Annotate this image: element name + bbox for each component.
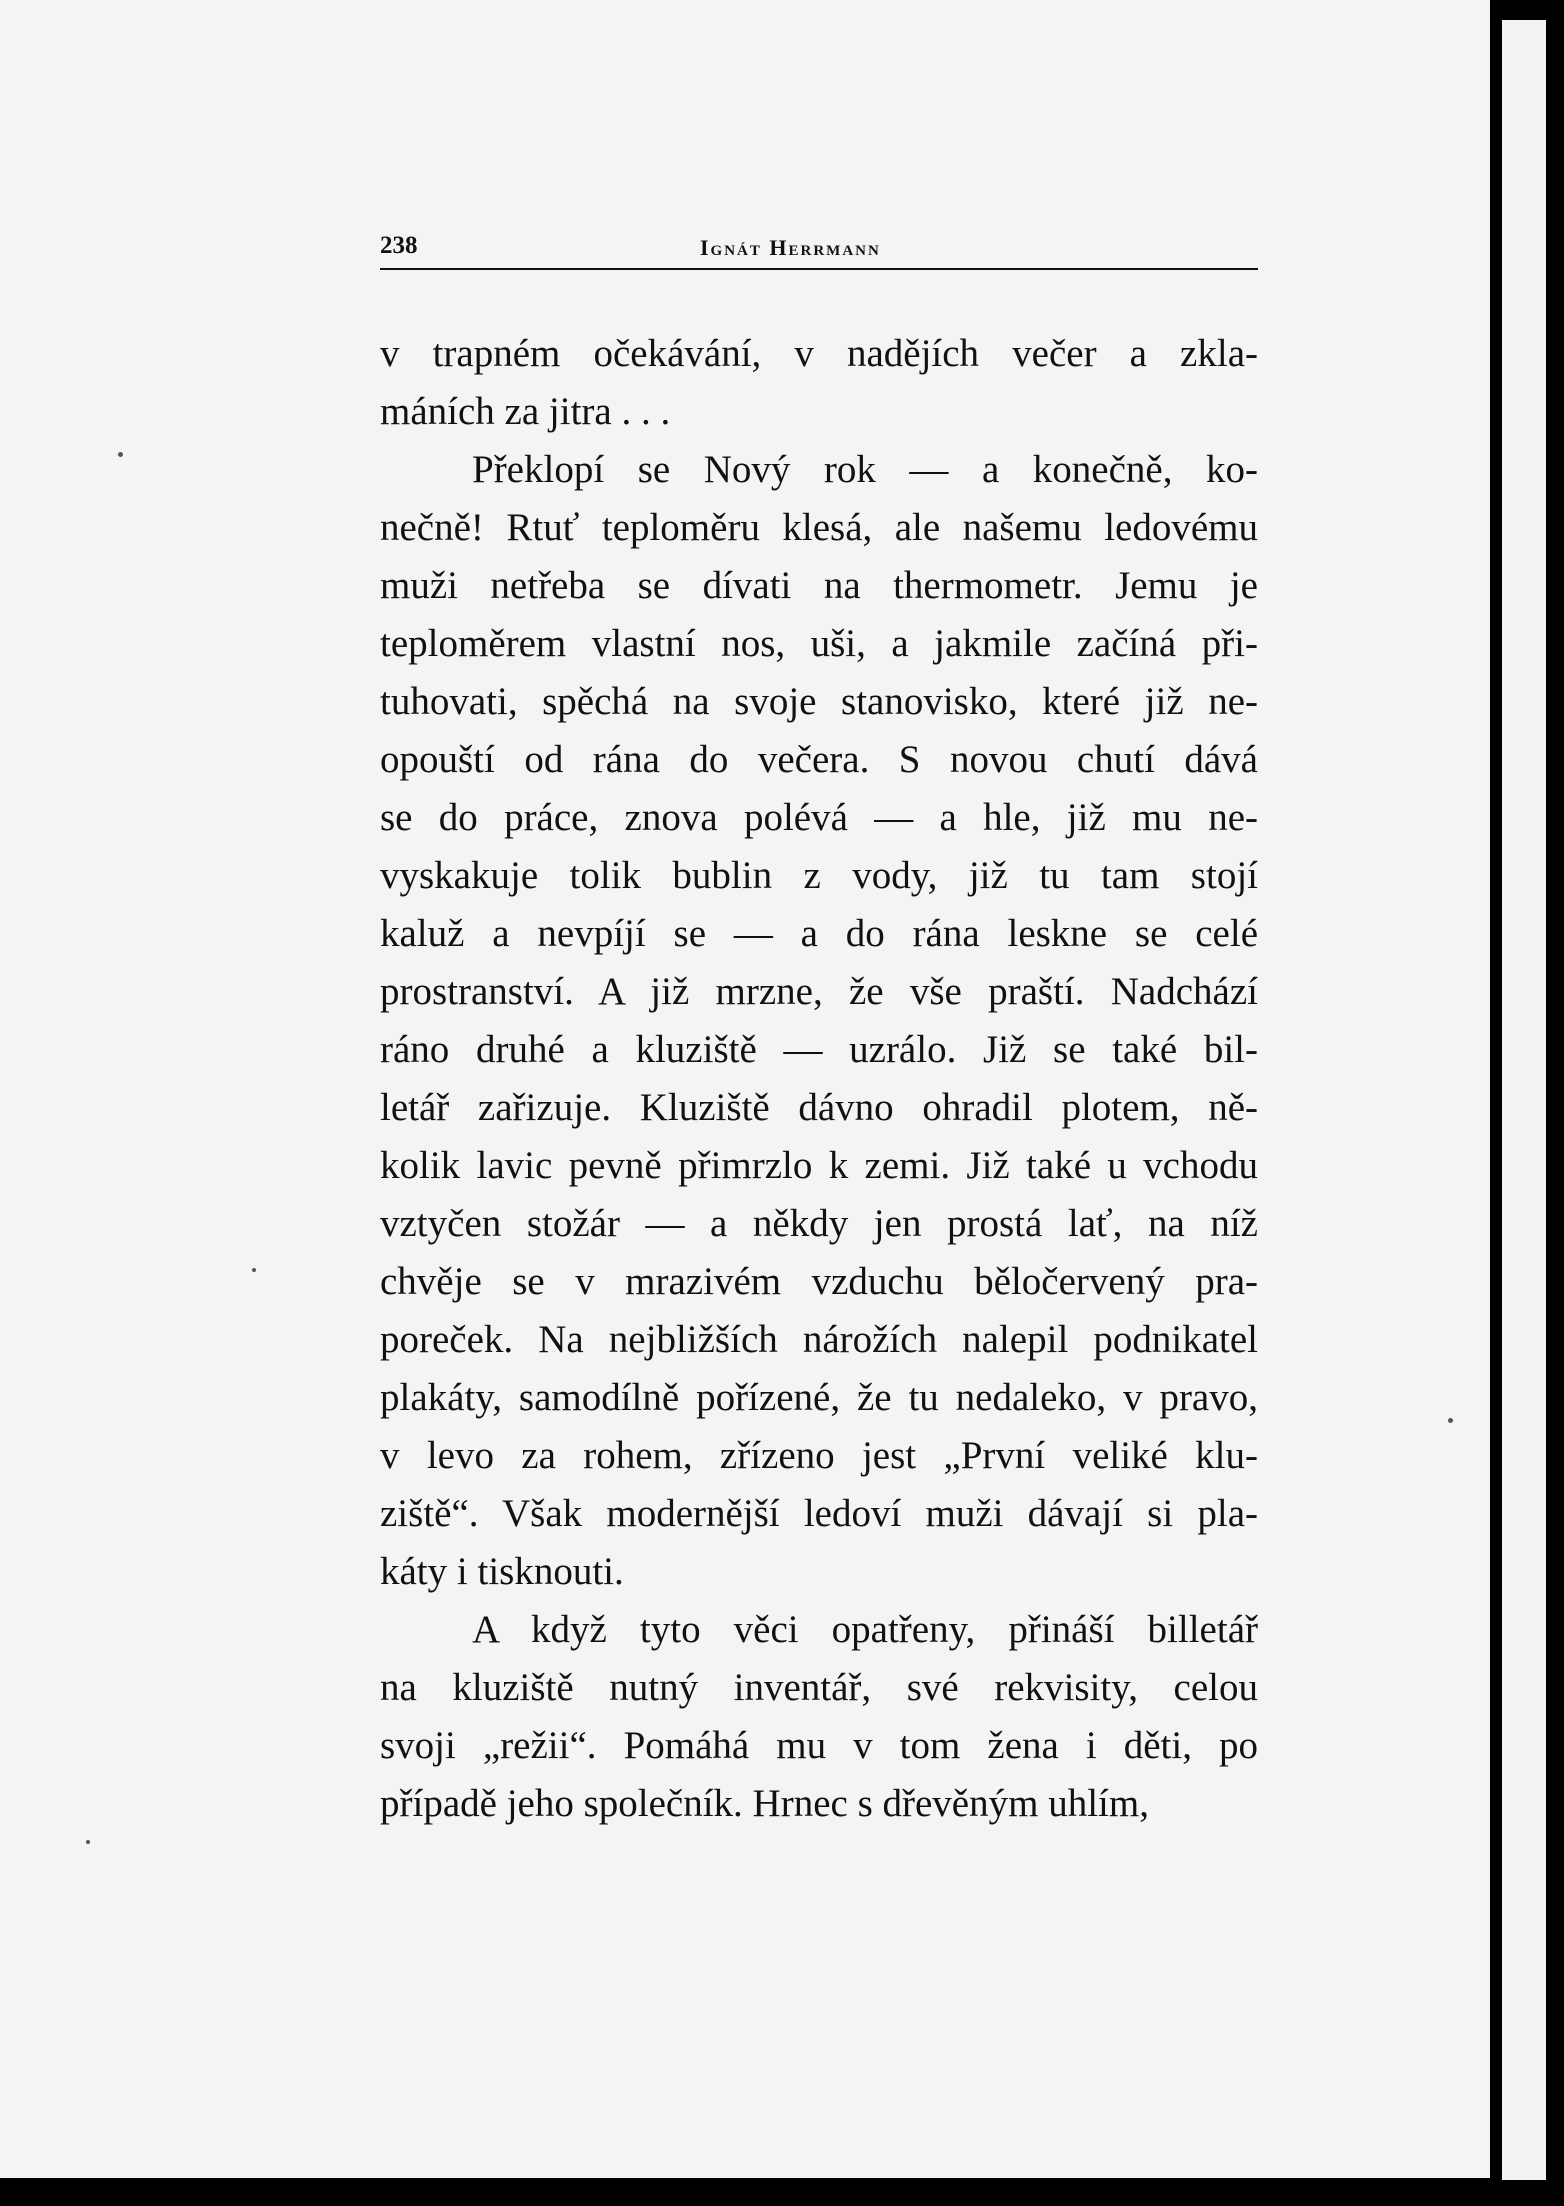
text-line: vyskakuje tolik bublin z vody, již tu tam stojí	[380, 854, 1258, 897]
text-line: muži netřeba se dívati na thermometr. Jemu je	[380, 564, 1258, 607]
text-line: opouští od rána do večera. S novou chutí dává	[380, 738, 1258, 781]
scan-speck	[118, 452, 123, 457]
text-line: vztyčen stožár — a někdy jen prostá lať, na níž	[380, 1202, 1258, 1245]
paragraph	[380, 1601, 1258, 1833]
paragraph	[380, 441, 1258, 1601]
text-line: svoji „režii“. Pomáhá mu v tom žena i děti, po	[380, 1724, 1258, 1767]
text-line: Překlopí se Nový rok — a konečně, ko-	[472, 448, 1258, 491]
text-line: ráno druhé a kluziště — uzrálo. Již se také bil-	[380, 1028, 1258, 1071]
text-line: poreček. Na nejbližších nárožích nalepil podnikatel	[380, 1318, 1258, 1361]
scan-speck	[86, 1840, 90, 1844]
text-line: v levo za rohem, zřízeno jest „První veliké klu-	[380, 1434, 1258, 1477]
text-line: chvěje se v mrazivém vzduchu běločervený pra-	[380, 1260, 1258, 1303]
paragraph	[380, 325, 1258, 441]
body-text	[380, 325, 1258, 1833]
text-line: prostranství. A již mrzne, že vše praští. Nadchází	[380, 970, 1258, 1013]
text-line: plakáty, samodílně pořízené, že tu nedaleko, v pravo,	[380, 1376, 1258, 1419]
next-page-edge	[1502, 20, 1546, 2180]
scan-speck	[252, 1268, 256, 1272]
text-line: kolik lavic pevně přimrzlo k zemi. Již také u vchodu	[380, 1144, 1258, 1187]
text-line: tuhovati, spěchá na svoje stanovisko, které již ne-	[380, 680, 1258, 723]
text-line: kaluž a nevpíjí se — a do rána leskne se celé	[380, 912, 1258, 955]
text-line: nečně! Rtuť teploměru klesá, ale našemu ledovému	[380, 506, 1258, 549]
text-line: na kluziště nutný inventář, své rekvisity, celou	[380, 1666, 1258, 1709]
page-number: 238	[380, 232, 418, 259]
text-line: máních za jitra . . .	[380, 390, 671, 433]
text-line: káty i tisknouti.	[380, 1550, 624, 1593]
text-line: A když tyto věci opatřeny, přináší billetář	[472, 1608, 1258, 1651]
text-line: letář zařizuje. Kluziště dávno ohradil plotem, ně-	[380, 1086, 1258, 1129]
text-line: se do práce, znova polévá — a hle, již mu ne-	[380, 796, 1258, 839]
text-line: případě jeho společník. Hrnec s dřevěným uhlím,	[380, 1782, 1149, 1825]
page-header	[380, 232, 1258, 272]
header-rule	[380, 268, 1258, 270]
text-line: ziště“. Však modernější ledoví muži dávají si pla-	[380, 1492, 1258, 1535]
text-line: v trapném očekávání, v nadějích večer a zkla-	[380, 332, 1258, 375]
running-head: Ignát Herrmann	[700, 235, 881, 260]
text-line: teploměrem vlastní nos, uši, a jakmile začíná při-	[380, 622, 1258, 665]
scan-speck	[1448, 1418, 1453, 1423]
